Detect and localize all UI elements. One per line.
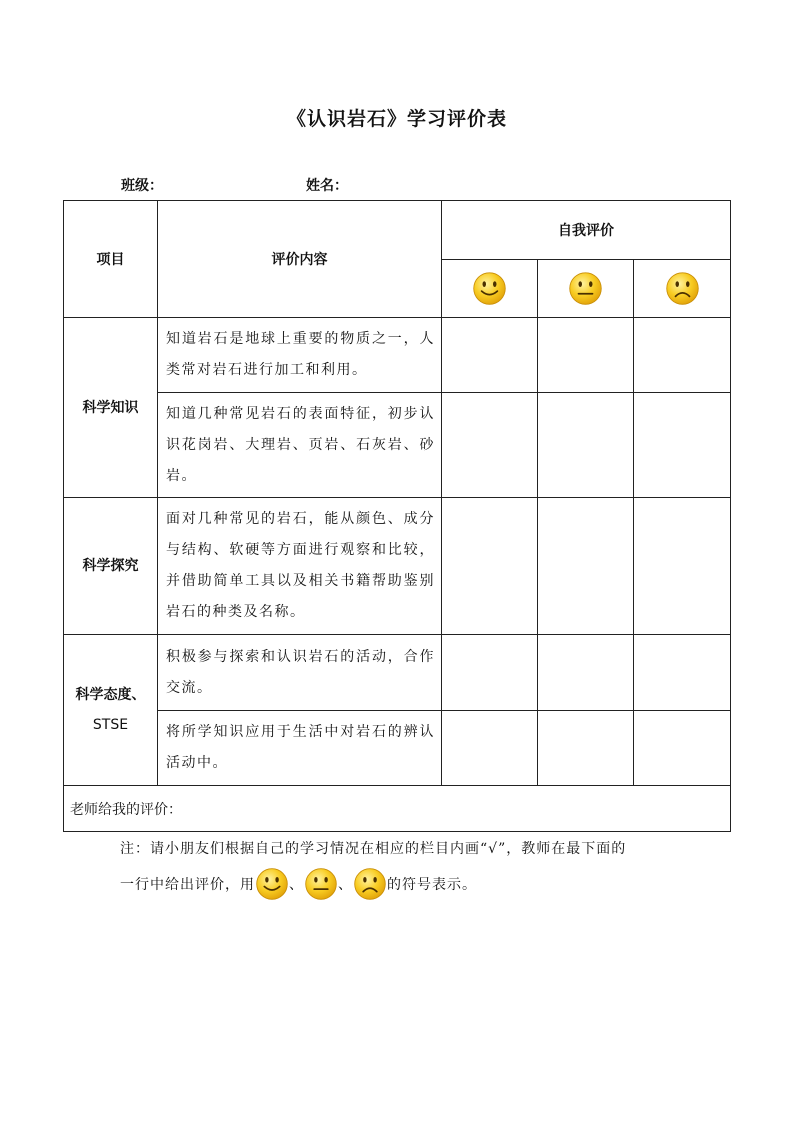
sad-face-icon [353, 867, 387, 901]
rating-cell[interactable] [538, 393, 634, 498]
content-cell: 积极参与探索和认识岩石的活动，合作交流。 [158, 635, 442, 711]
note-separator: 、 [289, 877, 304, 893]
table-row [64, 498, 731, 635]
evaluation-table [63, 200, 731, 832]
category-science-knowledge: 科学知识 [64, 318, 158, 498]
rating-cell[interactable] [442, 393, 538, 498]
header-self-evaluation: 自我评价 [442, 201, 731, 260]
neutral-face-icon [568, 271, 603, 306]
rating-cell[interactable] [634, 393, 731, 498]
rating-cell[interactable] [442, 318, 538, 393]
table-row [64, 318, 731, 393]
header-neutral-cell [538, 260, 634, 318]
note-line2-end: 的符号表示。 [387, 877, 477, 893]
rating-cell[interactable] [538, 318, 634, 393]
class-label: 班级： [121, 178, 163, 194]
teacher-comment-cell[interactable]: 老师给我的评价： [64, 786, 731, 832]
header-item: 项目 [64, 201, 158, 318]
smile-face-icon [255, 867, 289, 901]
table-row [64, 635, 731, 711]
category-science-attitude [64, 635, 158, 786]
rating-cell[interactable] [538, 711, 634, 786]
note-line2-start: 一行中给出评价，用 [120, 877, 255, 893]
rating-cell[interactable] [634, 635, 731, 711]
category-attitude-line2: STSE [92, 717, 129, 733]
category-attitude-line1: 科学态度、 [75, 687, 146, 703]
rating-cell[interactable] [634, 318, 731, 393]
note-line-2 [120, 866, 477, 902]
header-sad-cell [634, 260, 731, 318]
content-cell: 将所学知识应用于生活中对岩石的辨认活动中。 [158, 711, 442, 786]
rating-cell[interactable] [442, 635, 538, 711]
note-line-1: 注：请小朋友们根据自己的学习情况在相应的栏目内画“√”，教师在最下面的 [120, 841, 627, 857]
neutral-face-icon [304, 867, 338, 901]
rating-cell[interactable] [634, 498, 731, 635]
note-separator: 、 [338, 877, 353, 893]
rating-cell[interactable] [634, 711, 731, 786]
table-row [64, 711, 731, 786]
category-science-inquiry: 科学探究 [64, 498, 158, 635]
header-content: 评价内容 [158, 201, 442, 318]
content-cell: 知道几种常见岩石的表面特征，初步认识花岗岩、大理岩、页岩、石灰岩、砂岩。 [158, 393, 442, 498]
name-label: 姓名： [306, 178, 348, 194]
page-title: 《认识岩石》学习评价表 [286, 108, 507, 130]
rating-cell[interactable] [538, 498, 634, 635]
sad-face-icon [665, 271, 700, 306]
content-cell: 面对几种常见的岩石，能从颜色、成分与结构、软硬等方面进行观察和比较，并借助简单工具以及相关书籍帮助鉴别岩石的种类及名称。 [158, 498, 442, 635]
content-cell: 知道岩石是地球上重要的物质之一，人类常对岩石进行加工和利用。 [158, 318, 442, 393]
table-row [64, 393, 731, 498]
rating-cell[interactable] [442, 498, 538, 635]
rating-cell[interactable] [538, 635, 634, 711]
header-smile-cell [442, 260, 538, 318]
smile-face-icon [472, 271, 507, 306]
rating-cell[interactable] [442, 711, 538, 786]
